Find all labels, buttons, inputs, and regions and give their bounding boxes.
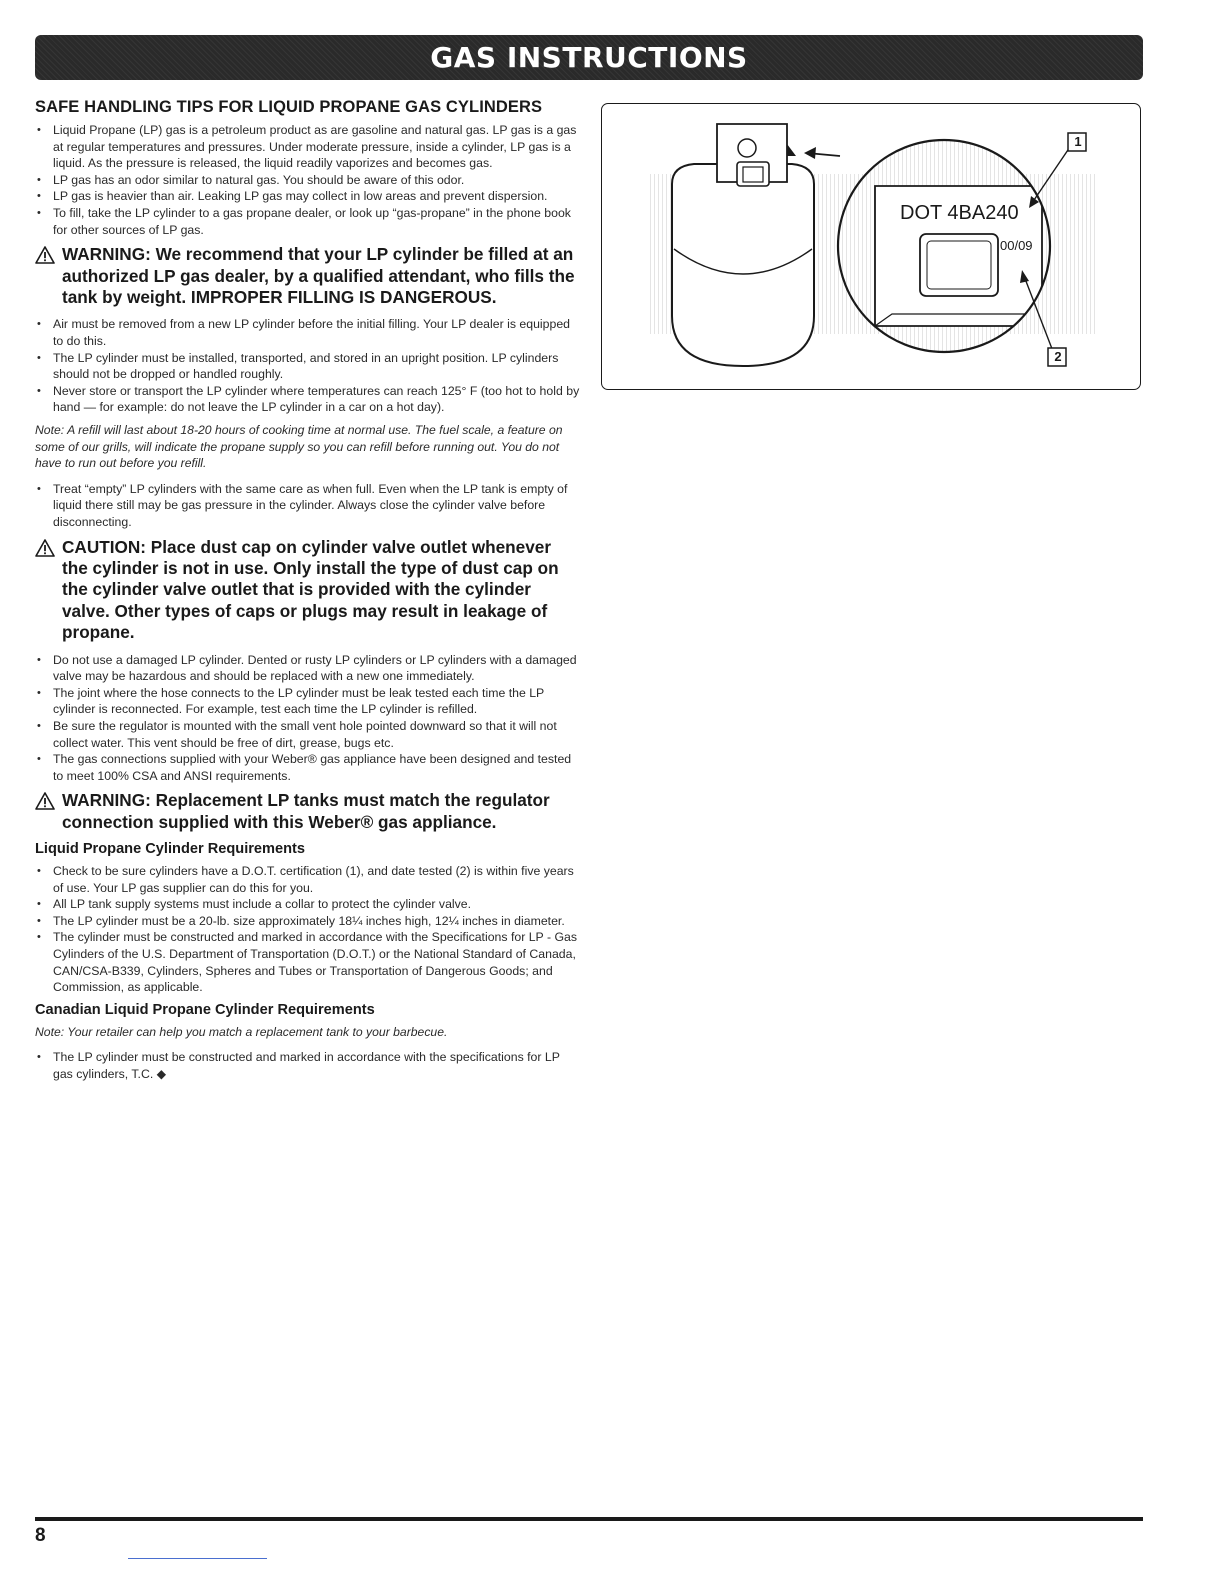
caution-text: CAUTION: Place dust cap on cylinder valve outlet whenever the cylinder is not in use. Only install the type of dust cap on the cylinder valve outlet that is provided with the cylinder valve. Other types of caps or plugs may result in leakage of propane. <box>62 536 559 643</box>
date-tested-label: 00/09 <box>1000 238 1033 253</box>
list-item: • To fill, take the LP cylinder to a gas propane dealer, or look up “gas-propane” in the phone book for other sources of LP gas. <box>35 205 580 238</box>
note-retailer: Note: Your retailer can help you match a replacement tank to your barbecue. <box>35 1024 448 1039</box>
list-item: • LP gas has an odor similar to natural gas. You should be aware of this odor. <box>35 172 580 189</box>
warning-block-2 <box>35 790 580 833</box>
list-item: • The LP cylinder must be a 20-lb. size approximately 18¼ inches high, 12¼ inches in diameter. <box>35 913 580 930</box>
main-column <box>35 98 580 1089</box>
note-refill: Note: A refill will last about 18-20 hours of cooking time at normal use. The fuel scale, a feature on some of our grills, will indicate the propane supply so you can refill before running out. You do not have to run out before you refill. <box>35 422 563 471</box>
canadian-list <box>35 1049 580 1082</box>
list-item: • The joint where the hose connects to the LP cylinder must be leak tested each time the LP cylinder is reconnected. For example, test each time the LP cylinder is refilled. <box>35 685 580 718</box>
list-item: • Air must be removed from a new LP cylinder before the initial filling. Your LP dealer is equipped to do this. <box>35 316 580 349</box>
lp-cylinder <box>672 124 814 366</box>
warning-text: WARNING: Replacement LP tanks must match the regulator connection supplied with this Weber® gas appliance. <box>62 790 550 832</box>
requirements-title: Liquid Propane Cylinder Requirements <box>35 841 306 858</box>
list-item: • Check to be sure cylinders have a D.O.T. certification (1), and date tested (2) is within five years of use. Your LP gas supplier can do this for you. <box>35 863 580 896</box>
list-item: • Never store or transport the LP cylinder where temperatures can reach 125° F (too hot to hold by hand — for example: do not leave the LP cylinder in a car on a hot day). <box>35 383 580 416</box>
list-item: • Be sure the regulator is mounted with the small vent hole pointed downward so that it will not collect water. This vent should be free of dirt, grease, bugs etc. <box>35 718 580 751</box>
warning-icon <box>35 792 55 810</box>
section-title: SAFE HANDLING TIPS FOR LIQUID PROPANE GAS CYLINDERS <box>35 98 543 116</box>
list-item: • Liquid Propane (LP) gas is a petroleum product as are gasoline and natural gas. LP gas is a gas at regular temperatures and pressures. Under moderate pressure, inside a cylinder, LP gas is a liquid. As the pressure is released, the liquid readily vaporizes and becomes gas. <box>35 122 580 172</box>
list-item: • LP gas is heavier than air. Leaking LP gas may collect in low areas and prevent dispersion. <box>35 188 580 205</box>
list-item: • All LP tank supply systems must include a collar to protect the cylinder valve. <box>35 896 580 913</box>
warning-icon <box>35 539 55 557</box>
canadian-title: Canadian Liquid Propane Cylinder Requirements <box>35 1001 375 1018</box>
cylinder-illustration <box>602 104 1141 390</box>
bullet-list-2 <box>35 316 580 416</box>
cylinder-figure <box>601 103 1141 390</box>
list-item: • Do not use a damaged LP cylinder. Dented or rusty LP cylinders or LP cylinders with a damaged valve may be hazardous and should be replaced with a new one immediately. <box>35 652 580 685</box>
requirements-list <box>35 863 580 996</box>
warning-icon <box>35 246 55 264</box>
caution-block <box>35 537 580 644</box>
warning-block-1 <box>35 244 580 308</box>
bullet-list-1 <box>35 122 580 238</box>
list-item: • The LP cylinder must be constructed and marked in accordance with the specifications for LP gas cylinders, T.C. ◆ <box>35 1049 580 1082</box>
dot-certification-label: DOT 4BA240 <box>900 202 1019 224</box>
divider <box>128 1558 267 1559</box>
list-item: • Treat “empty” LP cylinders with the same care as when full. Even when the LP tank is empty of liquid there still may be gas pressure in the cylinder. Always close the cylinder valve before disconnecting. <box>35 481 580 531</box>
list-item: • The cylinder must be constructed and marked in accordance with the Specifications for LP - Gas Cylinders of the U.S. Department of Transportation (D.O.T.) or the National Standard of Canada, CAN/CSA-B339, Cylinders, Spheres and Tubes or Transportation of Dangerous Goods; and Commission, as applicable. <box>35 929 580 995</box>
header-banner <box>35 35 1143 80</box>
page-number: 8 <box>35 1525 46 1546</box>
list-item: • The gas connections supplied with your Weber® gas appliance have been designed and tested to meet 100% CSA and ANSI requirements. <box>35 751 580 784</box>
bullet-list-3 <box>35 481 580 531</box>
warning-text: WARNING: We recommend that your LP cylinder be filled at an authorized LP gas dealer, by a qualified attendant, who fills the tank by weight. IMPROPER FILLING IS DANGEROUS. <box>62 244 575 307</box>
list-item: • The LP cylinder must be installed, transported, and stored in an upright position. LP cylinders should not be dropped or handled roughly. <box>35 350 580 383</box>
bullet-list-4 <box>35 652 580 785</box>
footer-rule <box>35 1517 1143 1521</box>
page-title: GAS INSTRUCTIONS <box>430 41 748 74</box>
callout-number-2: 2 <box>1054 349 1062 364</box>
callout-number-1: 1 <box>1074 134 1082 149</box>
